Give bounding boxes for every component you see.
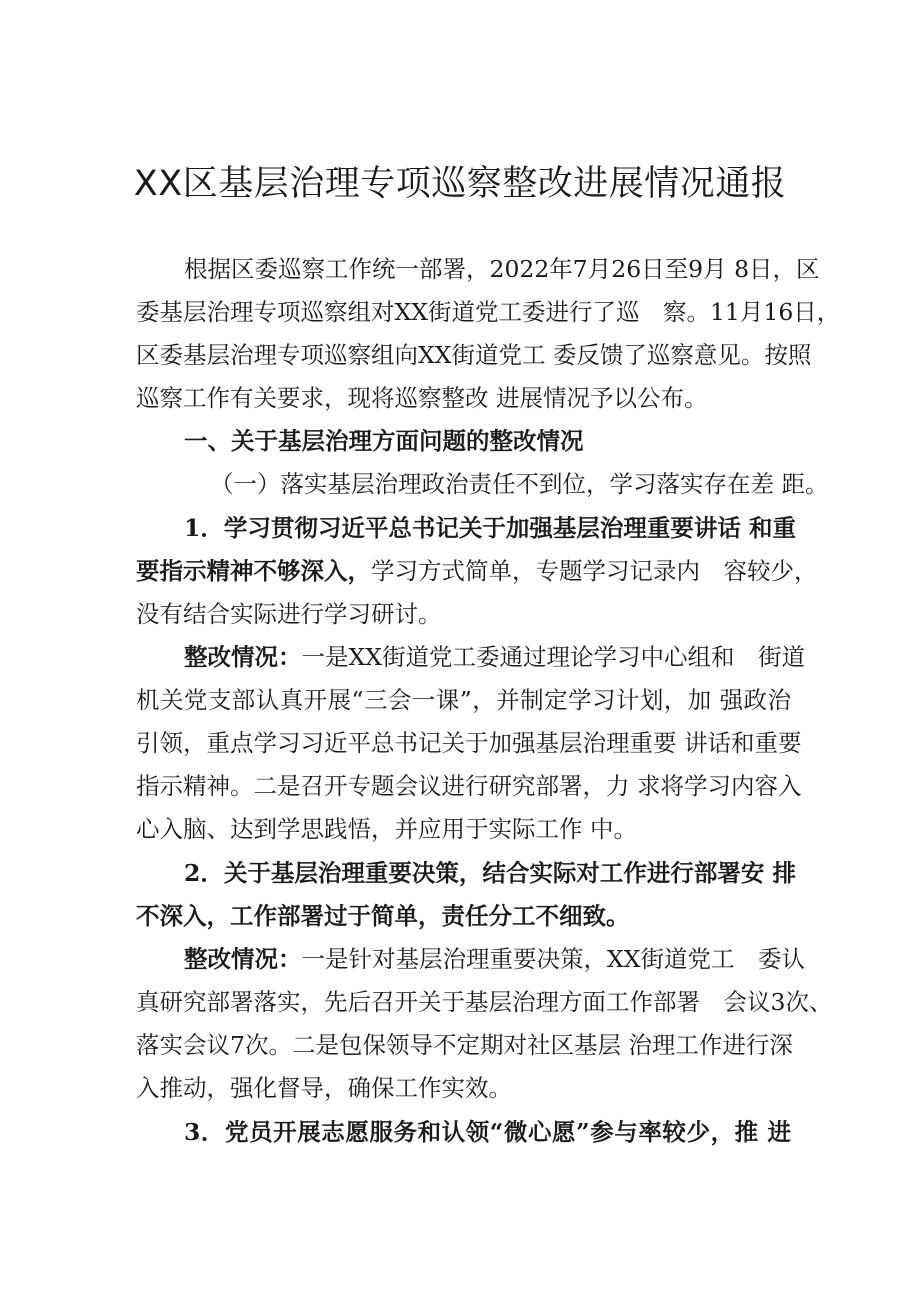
rectification-label: 整改情况： — [184, 945, 302, 973]
issue-line — [136, 556, 818, 586]
rectification-line — [184, 642, 805, 672]
issue-line: 3．党员开展志愿服务和认领“微心愿”参与率较少，推 进 — [184, 1118, 791, 1146]
rectification-line: 心入脑、达到学思践悟，并应用于实际工作 中。 — [136, 815, 637, 843]
rectification-text: 一是XX街道党工委通过理论学习中心组和 街道 — [301, 643, 805, 671]
rectification-text: 一是针对基层治理重要决策，XX街道党工 委认 — [301, 945, 805, 973]
rectification-line: 落实会议7次。二是包保领导不定期对社区基层 治理工作进行深 — [136, 1031, 793, 1059]
issue-text: 学习方式简单，专题学习记录内 容较少， — [371, 557, 818, 585]
paragraph-line: 根据区委巡察工作统一部署，2022年7月26日至9月 8日，区 — [184, 255, 820, 283]
issue-line: 2．关于基层治理重要决策，结合实际对工作进行部署安 排 — [184, 859, 797, 887]
issue-line: 没有结合实际进行学习研讨。 — [136, 600, 442, 628]
document-title: XX区基层治理专项巡察整改进展情况通报 — [133, 164, 787, 204]
paragraph-line: 巡察工作有关要求，现将巡察整改 进展情况予以公布。 — [136, 384, 708, 412]
issue-bold-text: 要指示精神不够深入， — [136, 557, 371, 585]
rectification-line: 真研究部署落实，先后召开关于基层治理方面工作部署 会议3次、 — [136, 988, 833, 1016]
paragraph-line: 区委基层治理专项巡察组向XX街道党工 委反馈了巡察意见。按照 — [136, 341, 812, 369]
section-heading: 一、关于基层治理方面问题的整改情况 — [184, 427, 584, 455]
issue-line: 1．学习贯彻习近平总书记关于加强基层治理重要讲话 和重 — [184, 514, 797, 542]
rectification-line: 引领，重点学习习近平总书记关于加强基层治理重要 讲话和重要 — [136, 729, 802, 757]
rectification-line: 机关党支部认真开展“三会一课”，并制定学习计划，加 强政治 — [136, 686, 791, 714]
paragraph-line: 委基层治理专项巡察组对XX街道党工委进行了巡 察。11月16日， — [136, 298, 841, 326]
issue-line: 不深入，工作部署过于简单，责任分工不细致。 — [136, 902, 630, 930]
rectification-line — [184, 944, 805, 974]
rectification-line: 指示精神。二是召开专题会议进行研究部署，力 求将学习内容入 — [136, 772, 802, 800]
subsection-heading: （一）落实基层治理政治责任不到位，学习落实存在差 距。 — [210, 470, 829, 498]
rectification-label: 整改情况： — [184, 643, 302, 671]
rectification-line: 入推动，强化督导，确保工作实效。 — [136, 1074, 512, 1102]
